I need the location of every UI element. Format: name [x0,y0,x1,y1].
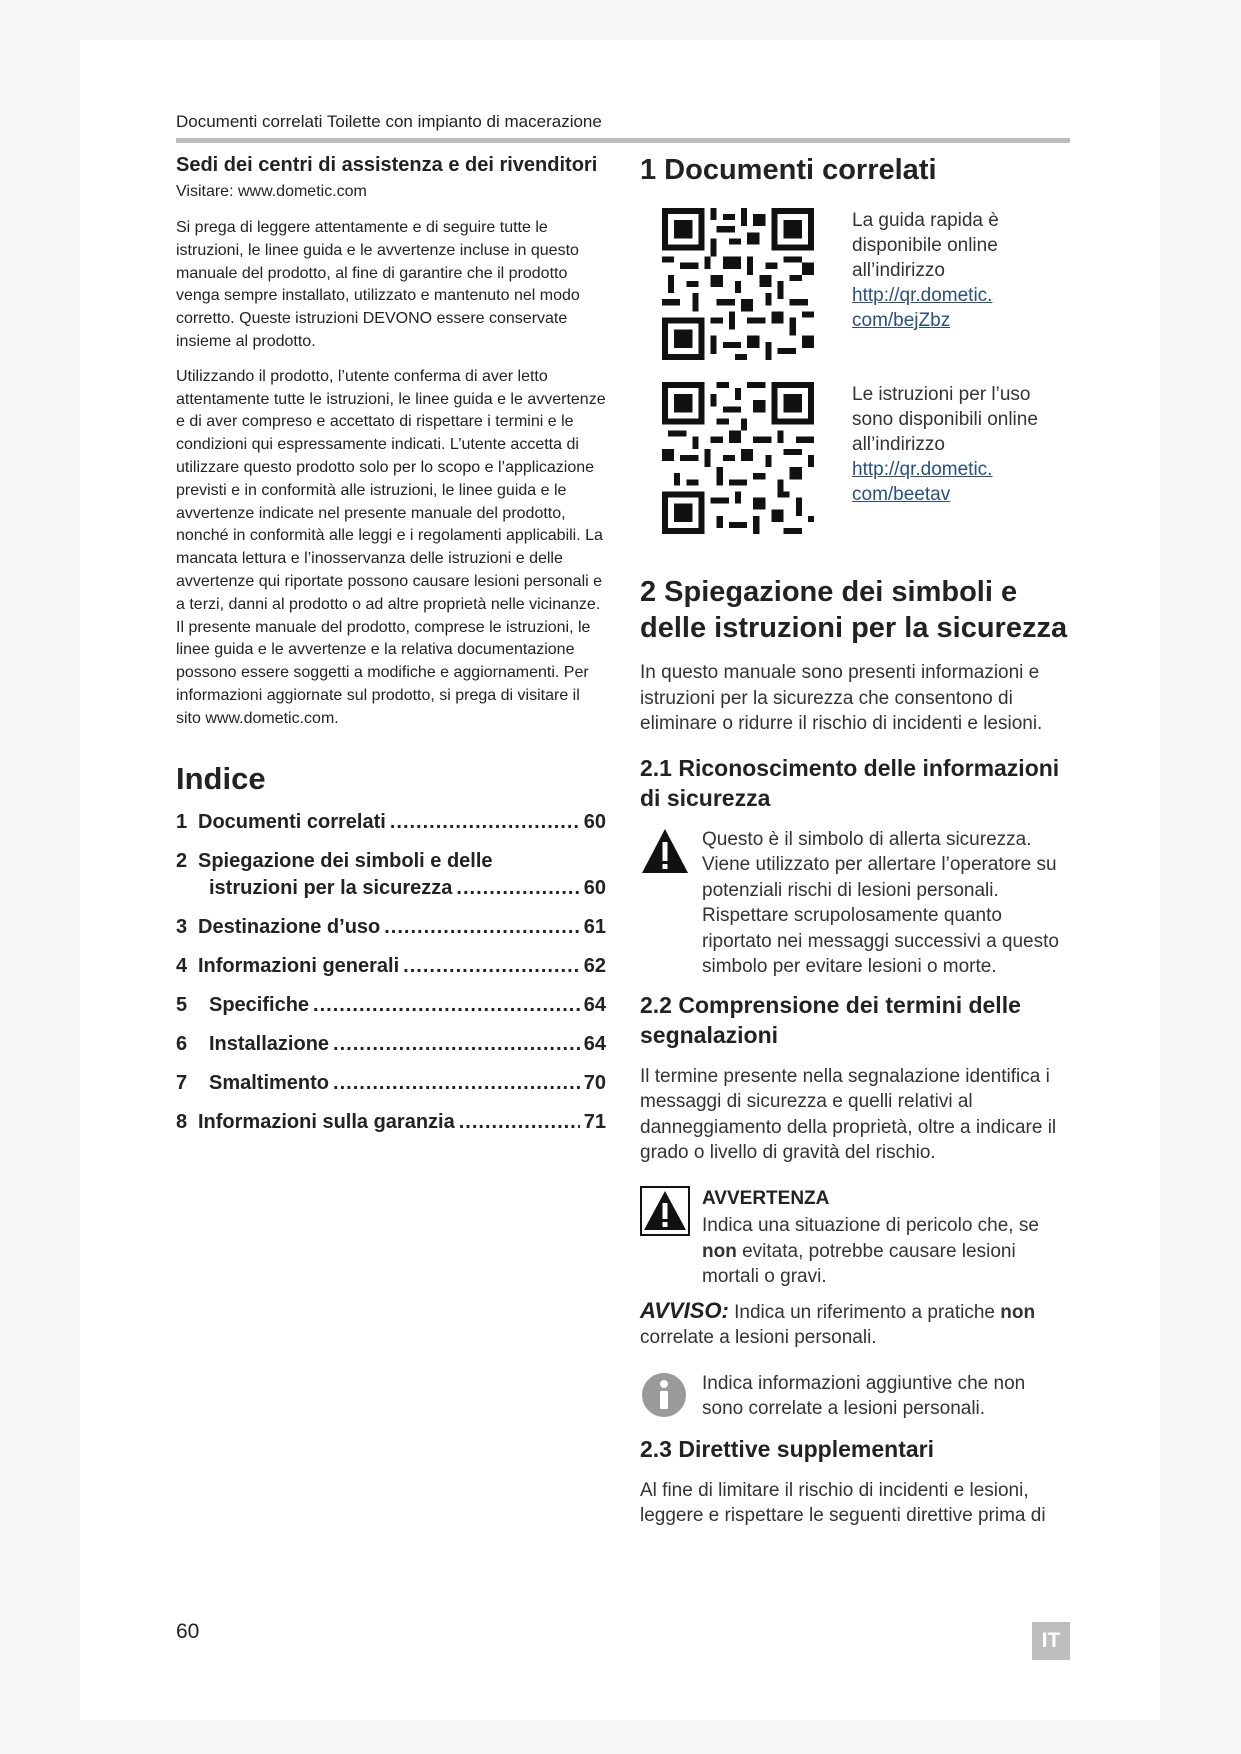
toc-entry[interactable] [176,809,606,836]
terms-explanation-paragraph: Il termine presente nella segnalazione identifica i messaggi di sicurezza e quelli relativi al danneggiamento della proprietà, oltre a indicare il grado o livello di gravità del rischio. [640,1065,1057,1163]
toc-entry-page: 64 [583,993,606,1016]
toc-entry[interactable] [176,1031,606,1058]
terms-paragraph: Utilizzando il prodotto, l’utente conferma di aver letto attentamente tutte le istruzioni, le linee guida e le avvertenze e di aver compreso e accettato di rispettare i termini e le condizioni qui espressamente indicati. L’utente accetta di utilizzare questo prodotto solo per lo scopo e l’applicazione previsti e in conformità alle istruzioni, le linee guida e le avvertenze indicate nel presente manuale del prodotto, nonché in conformità alle leggi e i regolamenti applicabili. La mancata lettura e l’inosservanza delle istruzioni e delle avvertenze qui riportate possono causare lesioni personali e a terzi, danni al prodotto o ad altre proprietà nelle vicinanze. Il presente manuale del prodotto, comprese le istruzioni, le linee guida e le avvertenze e la relativa documentazione possono essere soggetti a modifiche e aggiornamenti. Per informazioni aggiornate sul prodotto, si prega di visitare il sito www.dometic.com. [176,367,606,727]
notice-emphasis: non [1000,1301,1036,1323]
toc-leader-dots [384,914,580,941]
subsection-title-2-3: 2.3 Direttive supplementari [640,1435,934,1462]
qr-description-text: Le istruzioni per l’uso sono disponibili online all’indirizzo [852,384,1038,455]
qr-code-icon[interactable] [662,208,814,360]
toc-entry[interactable] [176,914,606,941]
quick-guide-link[interactable] [852,283,1070,333]
section-title-documents: 1 Documenti correlati [640,154,937,186]
toc-entry-label: Smaltimento [209,1071,330,1094]
toc-entry-number: 6 [176,1032,188,1055]
language-badge: IT [1032,1622,1070,1660]
toc-entry-label: Spiegazione dei simboli e delle [198,849,493,872]
safety-alert-block [640,827,1070,980]
notice-text: Indica un riferimento a pratiche [728,1301,1001,1323]
toc-leader-dots [313,992,580,1019]
toc-entry-label: Informazioni generali [198,954,400,977]
link-part: http://qr.dometic. [852,285,993,306]
toc-leader-dots [456,875,579,902]
toc-leader-dots [390,809,580,836]
toc-entry[interactable] [176,1070,606,1097]
link-part: com/bejZbz [852,310,951,331]
qr-code-icon[interactable] [662,382,814,534]
toc-entry-label: Specifiche [209,993,310,1016]
toc-entry-label: Informazioni sulla garanzia [198,1110,455,1133]
info-icon [640,1371,688,1419]
subsection-title-2-2: 2.2 Comprensione dei termini delle segnalazioni [640,991,1021,1048]
intro-paragraph: Si prega di leggere attentamente e di seguire tutte le istruzioni, le linee guida e le avvertenze incluse in questo manuale del prodotto, al fine di garantire che il prodotto venga sempre installato, utilizzato e mantenuto nel modo corretto. Queste istruzioni DEVONO essere conservate insieme al prodotto. [176,219,580,350]
warning-text-block [702,1186,1070,1290]
warning-title: AVVERTENZA [702,1187,830,1209]
toc-entry-page: 70 [583,1071,606,1094]
toc-entry-page: 71 [583,1110,606,1133]
toc-entry[interactable] [176,953,606,980]
symbols-paragraph: In questo manuale sono presenti informazioni e istruzioni per la sicurezza che consentono di eliminare o ridurre il rischio di incidenti e lesioni. [640,662,1043,734]
info-block [640,1371,1070,1424]
right-column [640,152,1070,1545]
toc-entry-number: 1 [176,810,188,833]
toc-entry-page: 64 [583,1032,606,1055]
notice-label: AVVISO: [640,1297,729,1323]
toc-entry-label-continued: istruzioni per la sicurezza [209,876,453,899]
toc-entry-number: 5 [176,993,188,1016]
header-rule [176,138,1070,143]
warning-triangle-icon [640,827,690,875]
toc-leader-dots [333,1070,580,1097]
toc-leader-dots [403,953,580,980]
warning-text: Indica una situazione di pericolo che, se [702,1215,1039,1236]
qr-description [852,382,1070,534]
toc-entry-page: 60 [583,810,606,833]
toc-entry-label: Destinazione d’uso [198,915,381,938]
toc-entry-label: Documenti correlati [198,810,386,833]
toc-entry[interactable] [176,848,606,902]
qr-description-text: La guida rapida è disponibile online all’indirizzo [852,210,999,281]
directives-paragraph: Al fine di limitare il rischio di incidenti e lesioni, leggere e rispettare le seguenti direttive prima di [640,1479,1046,1526]
warning-emphasis: non [702,1240,737,1262]
running-header: Documenti correlati Toilette con impianto di macerazione [176,112,602,131]
toc-entry-page: 60 [583,876,606,899]
left-column [176,152,606,1148]
safety-alert-text: Questo è il simbolo di allerta sicurezza. Viene utilizzato per allertare l’operatore su potenziali rischi di lesioni personali. Rispettare scrupolosamente quanto riportato nei messaggi successivi a questo simbolo per evitare lesioni o morte. [702,828,1059,977]
warning-block [640,1186,1070,1290]
toc-entry-number: 2 [176,849,188,872]
toc-entry-page: 62 [583,954,606,977]
info-text: Indica informazioni aggiuntive che non sono correlate a lesioni personali. [702,1372,1026,1419]
toc-entry-page: 61 [583,915,606,938]
toc-leader-dots [459,1109,580,1136]
warning-sign-icon [640,1186,690,1236]
toc-entry-label: Installazione [209,1032,330,1055]
toc-entry[interactable] [176,992,606,1019]
service-centers-title: Sedi dei centri di assistenza e dei rivenditori [176,154,598,176]
toc-leader-dots [333,1031,580,1058]
toc-entry-number: 4 [176,954,188,977]
toc-entry-number: 3 [176,915,188,938]
visit-line: Visitare: www.dometic.com [176,183,367,200]
qr-block-quick-guide [640,208,1070,360]
warning-text: evitata, potrebbe causare lesioni mortali o gravi. [702,1240,1016,1287]
toc-title: Indice [176,760,266,796]
subsection-title-2-1: 2.1 Riconoscimento delle informazioni di sicurezza [640,754,1060,811]
link-part: com/beetav [852,484,951,505]
user-manual-link[interactable] [852,457,1070,507]
toc-entry-number: 7 [176,1071,188,1094]
notice-text: correlate a lesioni personali. [640,1327,877,1348]
qr-block-user-manual [640,382,1070,534]
link-part: http://qr.dometic. [852,459,993,480]
toc-entry[interactable] [176,1109,606,1136]
section-title-symbols: 2 Spiegazione dei simboli e delle istruzioni per la sicurezza [640,576,1068,644]
page-number: 60 [176,1620,200,1643]
toc-entry-number: 8 [176,1110,188,1133]
qr-description [852,208,1070,360]
notice-block [640,1298,1070,1351]
